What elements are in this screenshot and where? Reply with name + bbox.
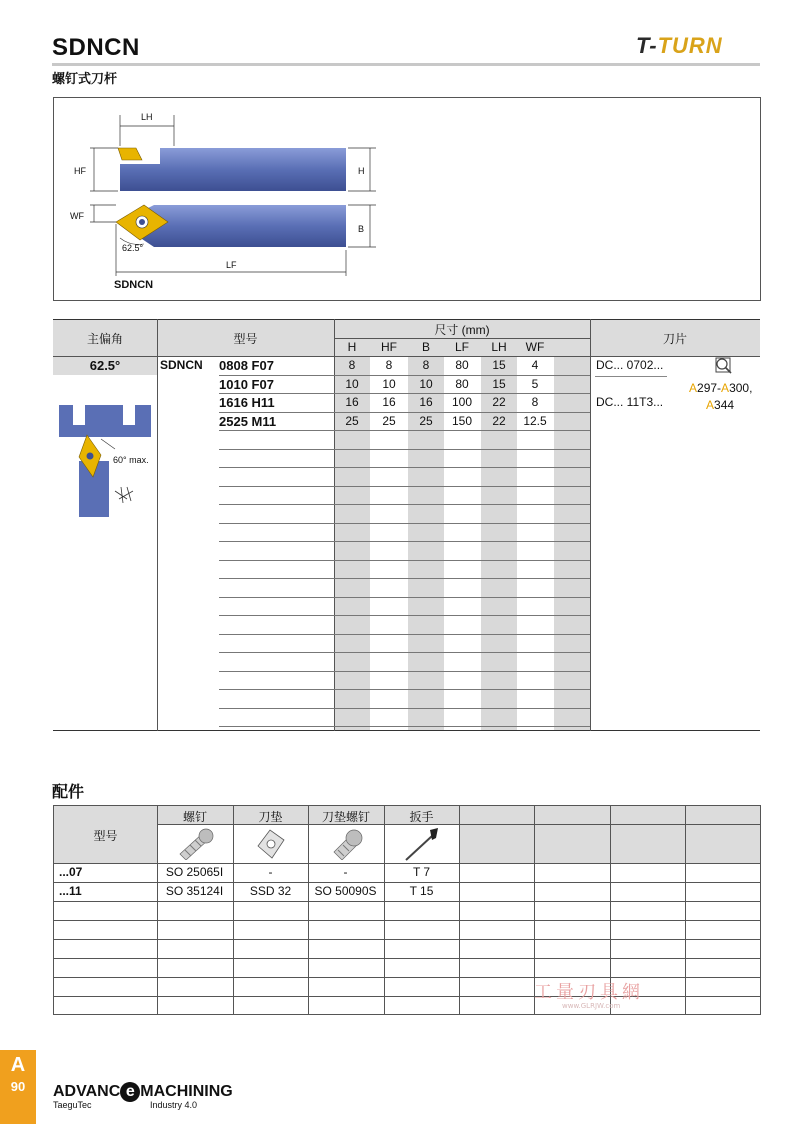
acc-col-divider	[459, 806, 460, 1014]
brand-left: ADVANC	[53, 1083, 121, 1100]
ref-a-1: A	[689, 381, 698, 395]
row-divider	[219, 504, 590, 505]
brand-sub-right: Industry 4.0	[150, 1100, 198, 1110]
label-b: B	[358, 224, 365, 234]
title-rule	[52, 63, 760, 66]
dim-header-h: H	[347, 340, 357, 354]
acc-row-value: SO 50090S	[314, 884, 377, 898]
side-view	[90, 115, 376, 191]
acc-col-divider	[384, 806, 385, 1014]
acc-header-wrench: 扳手	[409, 810, 434, 824]
tool-drawing	[54, 98, 760, 300]
shim-screw-icon	[328, 828, 364, 860]
acc-row-divider	[54, 958, 760, 959]
acc-col-divider	[308, 806, 309, 1014]
brand-e: e	[120, 1082, 140, 1102]
acc-col-divider	[157, 806, 158, 1014]
acc-row-value: SSD 32	[249, 884, 292, 898]
header-dims: 尺寸 (mm)	[434, 323, 490, 337]
header-model: 型号	[233, 332, 258, 346]
header-insert: 刀片	[662, 332, 687, 346]
row-model: 1010 F07	[219, 376, 274, 392]
acc-col-divider	[233, 806, 234, 1014]
dim-header-lf: LF	[454, 340, 469, 354]
acc-row-divider	[54, 901, 760, 902]
dim-header-wf: WF	[525, 340, 545, 354]
watermark: 工量刃具網	[534, 982, 644, 1003]
row-divider	[219, 726, 590, 727]
row-dim: 80	[455, 358, 469, 372]
tool-diagram	[53, 97, 761, 301]
row-dim: 16	[382, 395, 396, 409]
acc-row-value: SO 25065I	[165, 865, 224, 879]
row-model: 2525 M11	[219, 413, 277, 429]
acc-row-divider	[54, 939, 760, 940]
row-divider	[219, 652, 590, 653]
acc-row-value: SO 35124I	[165, 884, 224, 898]
row-divider	[219, 708, 590, 709]
row-dim: 15	[492, 358, 506, 372]
row-dim: 8	[422, 358, 430, 372]
row-dim: 10	[382, 376, 396, 391]
acc-header-shim: 刀垫	[258, 810, 283, 824]
section-tab	[0, 1050, 36, 1124]
brand-sub-left: TaeguTec	[53, 1100, 92, 1110]
row-divider	[219, 634, 590, 635]
acc-row-model: ...11	[59, 884, 82, 898]
watermark-url: www.GLRJW.com	[562, 1002, 621, 1010]
row-dim: 80	[455, 376, 469, 391]
ref-2: 300,	[729, 381, 753, 395]
acc-header-shim-screw: 刀垫螺钉	[321, 810, 370, 824]
row-dim: 8	[531, 395, 539, 409]
row-divider	[219, 393, 590, 394]
insert-ref-line2	[706, 398, 734, 412]
acc-row-divider	[54, 920, 760, 921]
magnifier-icon	[713, 355, 735, 377]
brand-right: MACHINING	[140, 1083, 233, 1100]
row-divider	[219, 486, 590, 487]
row-divider	[219, 597, 590, 598]
dimension-table	[53, 319, 760, 731]
label-lh: LH	[141, 112, 153, 122]
page-title: SDNCN	[52, 34, 140, 61]
acc-row-value: -	[343, 865, 348, 879]
model-family: SDNCN	[160, 358, 203, 372]
row-dim: 5	[531, 376, 539, 391]
row-divider	[219, 578, 590, 579]
brand-logo-footer	[53, 1082, 233, 1102]
acc-row-value: T 7	[412, 865, 431, 879]
row-dim: 25	[345, 413, 359, 428]
acc-row-divider	[54, 863, 760, 864]
insert-ref	[689, 381, 752, 395]
logo-left: T-	[636, 33, 658, 58]
acc-col-divider	[685, 806, 686, 1014]
accessories-title: 配件	[52, 782, 85, 801]
label-angle: 62.5°	[122, 243, 144, 253]
row-divider	[219, 523, 590, 524]
wrench-icon	[402, 826, 442, 862]
insert-type-2: DC... 11T3...	[596, 395, 664, 409]
row-divider	[219, 375, 590, 376]
ref-a-2: A	[721, 381, 730, 395]
label-wf: WF	[70, 211, 84, 221]
row-dim: 16	[419, 395, 433, 409]
section-letter: A	[10, 1054, 26, 1076]
row-dim: 22	[492, 413, 506, 428]
acc-row-value: -	[268, 865, 273, 879]
row-divider	[219, 467, 590, 468]
accessories-table	[53, 805, 761, 1015]
row-dim: 4	[531, 358, 539, 372]
row-divider	[219, 412, 590, 413]
row-dim: 22	[492, 395, 506, 409]
label-hf: HF	[74, 166, 86, 176]
row-dim: 16	[345, 395, 359, 409]
ref-1: 297-	[697, 381, 722, 395]
shank-top	[154, 205, 346, 247]
acc-row-value: T 15	[409, 884, 434, 898]
row-dim: 25	[419, 413, 433, 428]
ref-3: 344	[714, 398, 735, 412]
logo-right: TURN	[657, 33, 723, 58]
row-model: 0808 F07	[219, 358, 274, 373]
row-divider	[219, 671, 590, 672]
row-dim: 25	[382, 413, 396, 428]
row-dim: 8	[385, 358, 393, 372]
row-dim: 15	[492, 376, 506, 391]
row-model: 1616 H11	[219, 395, 275, 410]
acc-header-screw: 螺钉	[182, 810, 207, 824]
label-h: H	[358, 166, 365, 176]
acc-header-model: 型号	[93, 829, 118, 843]
dim-header-hf: HF	[381, 340, 397, 354]
header-angle: 主偏角	[86, 332, 123, 346]
acc-row-model: ...07	[59, 865, 83, 879]
diagram-model-label: SDNCN	[114, 279, 154, 291]
page-subtitle: 螺钉式刀杆	[52, 72, 118, 87]
insert-type-1: DC... 0702...	[596, 358, 664, 372]
row-dim: 100	[451, 395, 473, 409]
dim-header-lh: LH	[491, 340, 507, 354]
angle-value: 62.5°	[89, 358, 121, 373]
acc-row-divider	[54, 977, 760, 978]
acc-row-divider	[54, 882, 760, 883]
row-divider	[219, 615, 590, 616]
label-lf: LF	[226, 260, 237, 270]
row-dim: 8	[348, 358, 356, 372]
ref-a-3: A	[706, 398, 715, 412]
screw-icon	[176, 828, 216, 860]
page-number: 90	[10, 1079, 26, 1094]
angle-note: 60° max.	[113, 455, 149, 465]
brand-logo	[636, 33, 723, 59]
row-divider	[219, 541, 590, 542]
row-divider	[219, 449, 590, 450]
dim-header-b: B	[421, 340, 430, 354]
row-divider	[219, 430, 590, 431]
acc-row-divider	[54, 996, 760, 997]
row-divider	[219, 689, 590, 690]
row-divider	[219, 560, 590, 561]
shim-icon	[254, 828, 288, 860]
row-dim: 10	[419, 376, 433, 391]
row-dim: 150	[451, 413, 473, 428]
row-dim: 10	[345, 376, 359, 391]
row-dim: 12.5	[523, 413, 547, 428]
